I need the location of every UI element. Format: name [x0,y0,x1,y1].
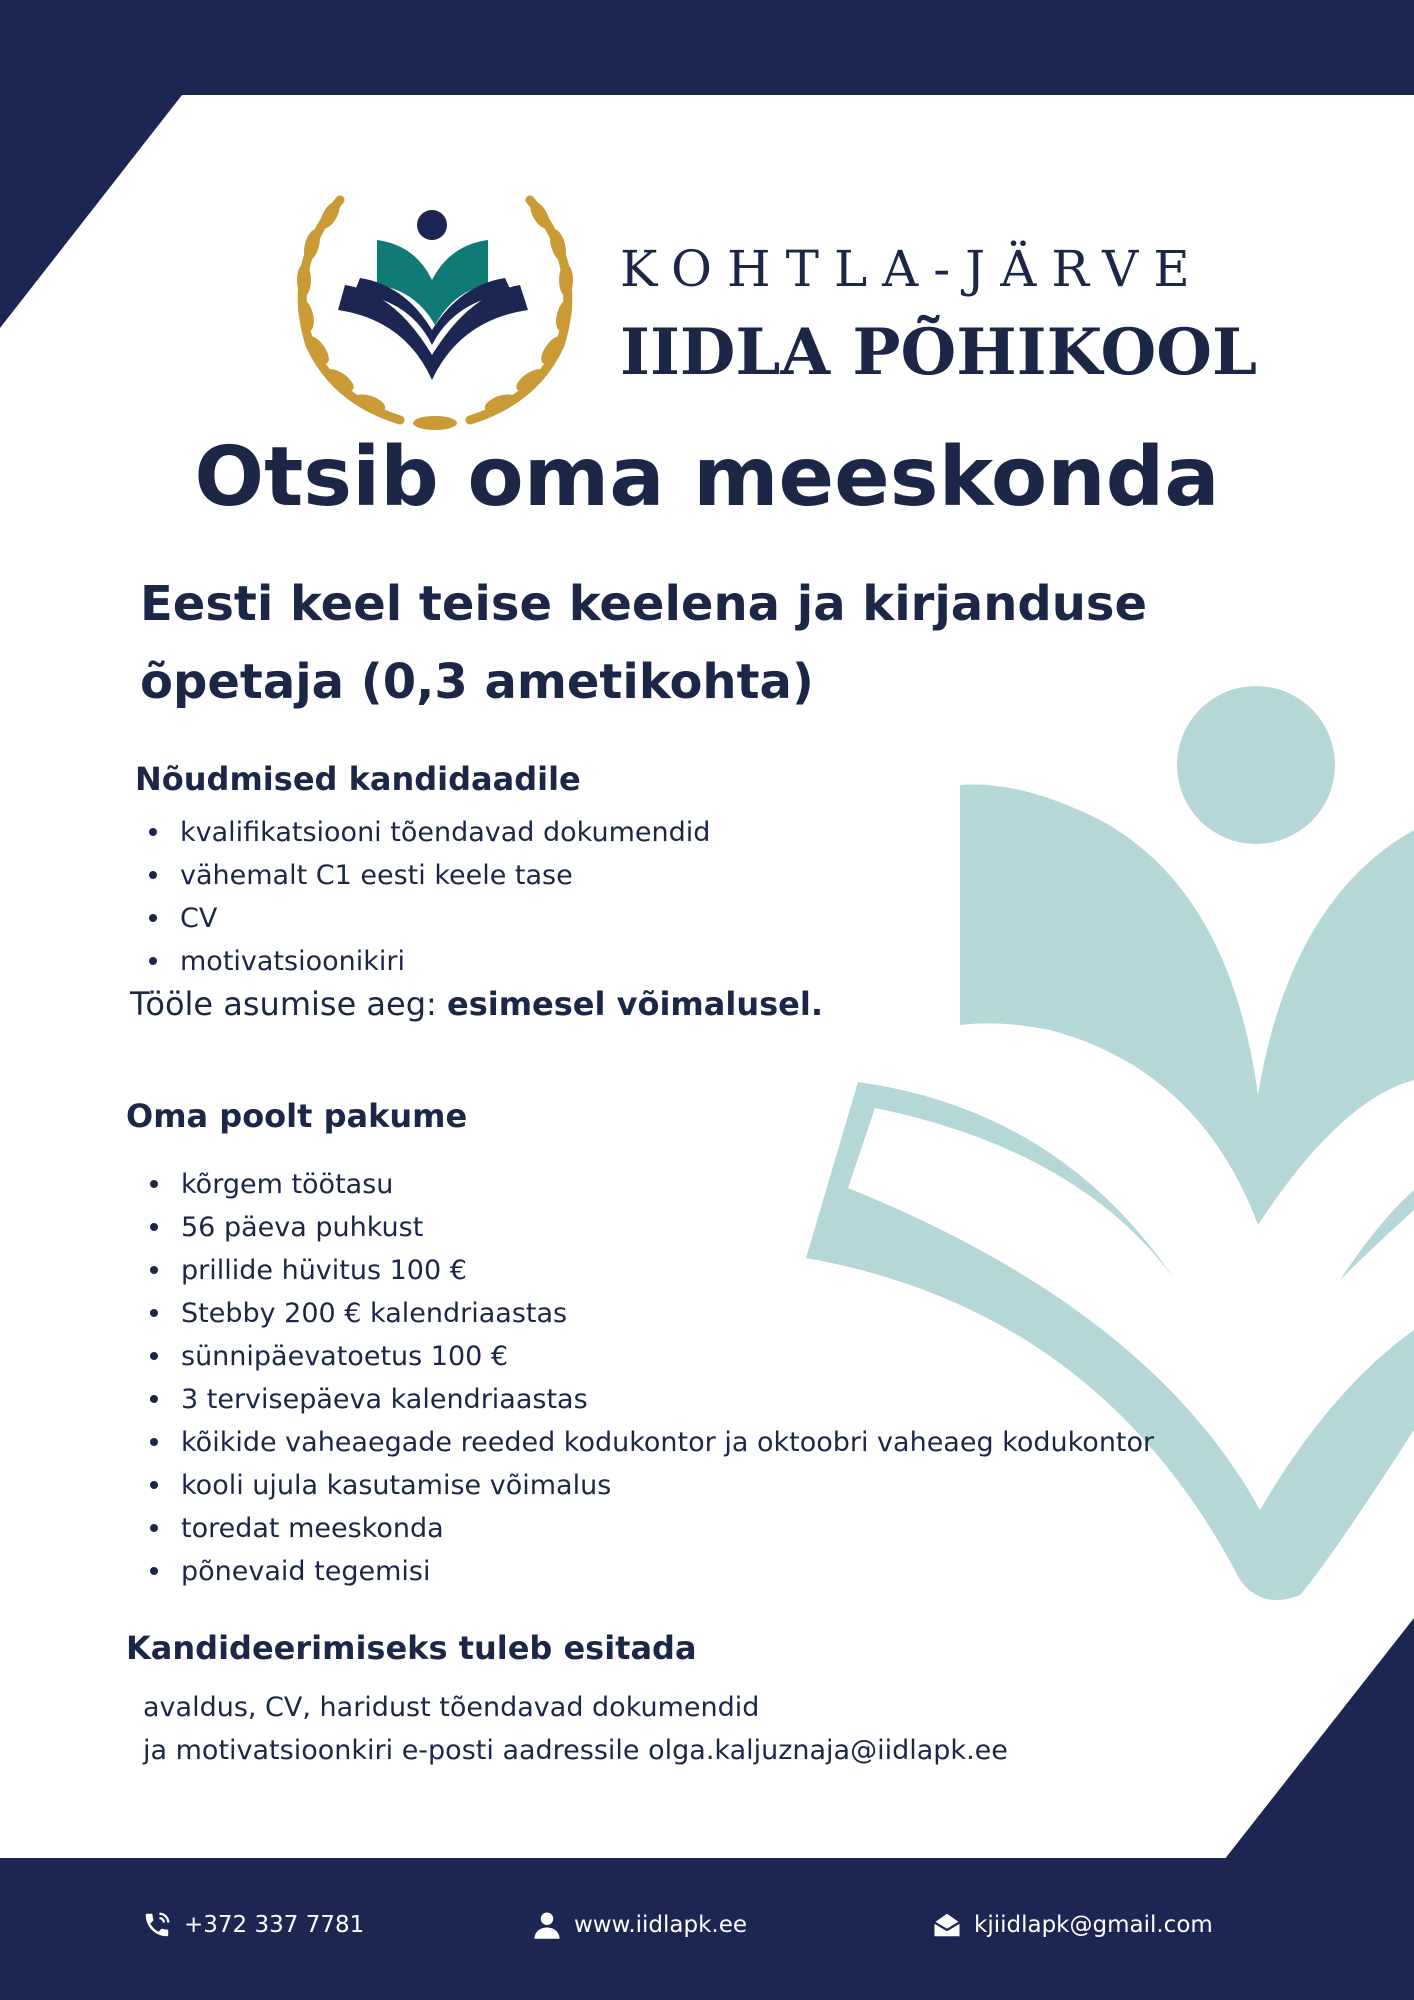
list-item [143,1550,1154,1593]
offer-list [143,1163,1154,1593]
list-item [142,854,710,897]
bullet-dot [149,914,157,922]
position-title: Eesti keel teise keelena ja kirjanduse õpetaja (0,3 ametikohta) [140,576,1148,710]
bullet-dot [150,1567,158,1575]
school-name: IIDLA PÕHIKOOL [620,315,1257,390]
requirement-text: kvalifikatsiooni tõendavad dokumendid [180,817,711,848]
bullet-dot [150,1266,158,1274]
website-link: www.iidlapk.ee [574,1912,748,1938]
bottom-right-navy-corner [1224,1618,1414,1860]
bullet-dot [150,1309,158,1317]
bullet-dot [150,1481,158,1489]
apply-line-2: ja motivatsioonkiri e-posti aadressile olga.kaljuznaja@iidlapk.ee [143,1735,1008,1766]
list-item [143,1507,1154,1550]
footer-phone[interactable] [142,1905,364,1945]
bullet-dot [150,1438,158,1446]
bullet-dot [150,1524,158,1532]
list-item [143,1292,1154,1335]
list-item [143,1163,1154,1206]
apply-instructions [143,1686,1008,1772]
headline: Otsib oma meeskonda [194,430,1220,525]
requirement-text: motivatsioonikiri [180,946,405,977]
phone-icon [142,1910,172,1940]
list-item [143,1464,1154,1507]
list-item [143,1249,1154,1292]
person-icon [532,1910,562,1940]
list-item [143,1421,1154,1464]
phone-number: +372 337 7781 [184,1912,365,1938]
offer-text: 56 päeva puhkust [181,1212,424,1243]
list-item [143,1378,1154,1421]
list-item [143,1335,1154,1378]
list-item [142,897,710,940]
offer-text: prillide hüvitus 100 € [181,1255,467,1286]
list-item [143,1206,1154,1249]
requirements-list [142,811,710,983]
list-item [142,811,710,854]
bullet-dot [150,1395,158,1403]
list-item [142,940,710,983]
bullet-dot [149,828,157,836]
requirement-text: CV [180,903,218,934]
email-address: kjiidlapk@gmail.com [974,1912,1213,1938]
school-city-name: KOHTLA-JÄRVE [620,240,1205,298]
start-date-line [130,985,823,1023]
start-date-value: esimesel võimalusel. [446,985,823,1023]
offer-text: Stebby 200 € kalendriaastas [181,1298,568,1329]
start-date-label: Tööle asumise aeg: [130,985,447,1023]
footer-email[interactable] [932,1905,1213,1945]
bullet-dot [149,871,157,879]
offer-text: põnevaid tegemisi [181,1556,431,1587]
open-envelope-icon [932,1910,962,1940]
offer-text: 3 tervisepäeva kalendriaastas [181,1384,588,1415]
bullet-dot [150,1223,158,1231]
footer-website[interactable] [532,1905,747,1945]
offer-text: kooli ujula kasutamise võimalus [181,1470,612,1501]
apply-heading: Kandideerimiseks tuleb esitada [126,1629,697,1667]
apply-line-1: avaldus, CV, haridust tõendavad dokumendid [143,1692,760,1723]
bullet-dot [150,1180,158,1188]
bullet-dot [149,957,157,965]
offer-text: toredat meeskonda [181,1513,444,1544]
offer-text: kõikide vaheaegade reeded kodukontor ja oktoobri vaheaeg kodukontor [181,1427,1155,1458]
requirement-text: vähemalt C1 eesti keele tase [180,860,573,891]
offer-text: kõrgem töötasu [181,1169,394,1200]
open-book-laurel-logo [290,185,580,435]
bullet-dot [150,1352,158,1360]
offer-heading: Oma poolt pakume [126,1097,468,1135]
offer-text: sünnipäevatoetus 100 € [181,1341,509,1372]
requirements-heading: Nõudmised kandidaadile [135,760,581,798]
